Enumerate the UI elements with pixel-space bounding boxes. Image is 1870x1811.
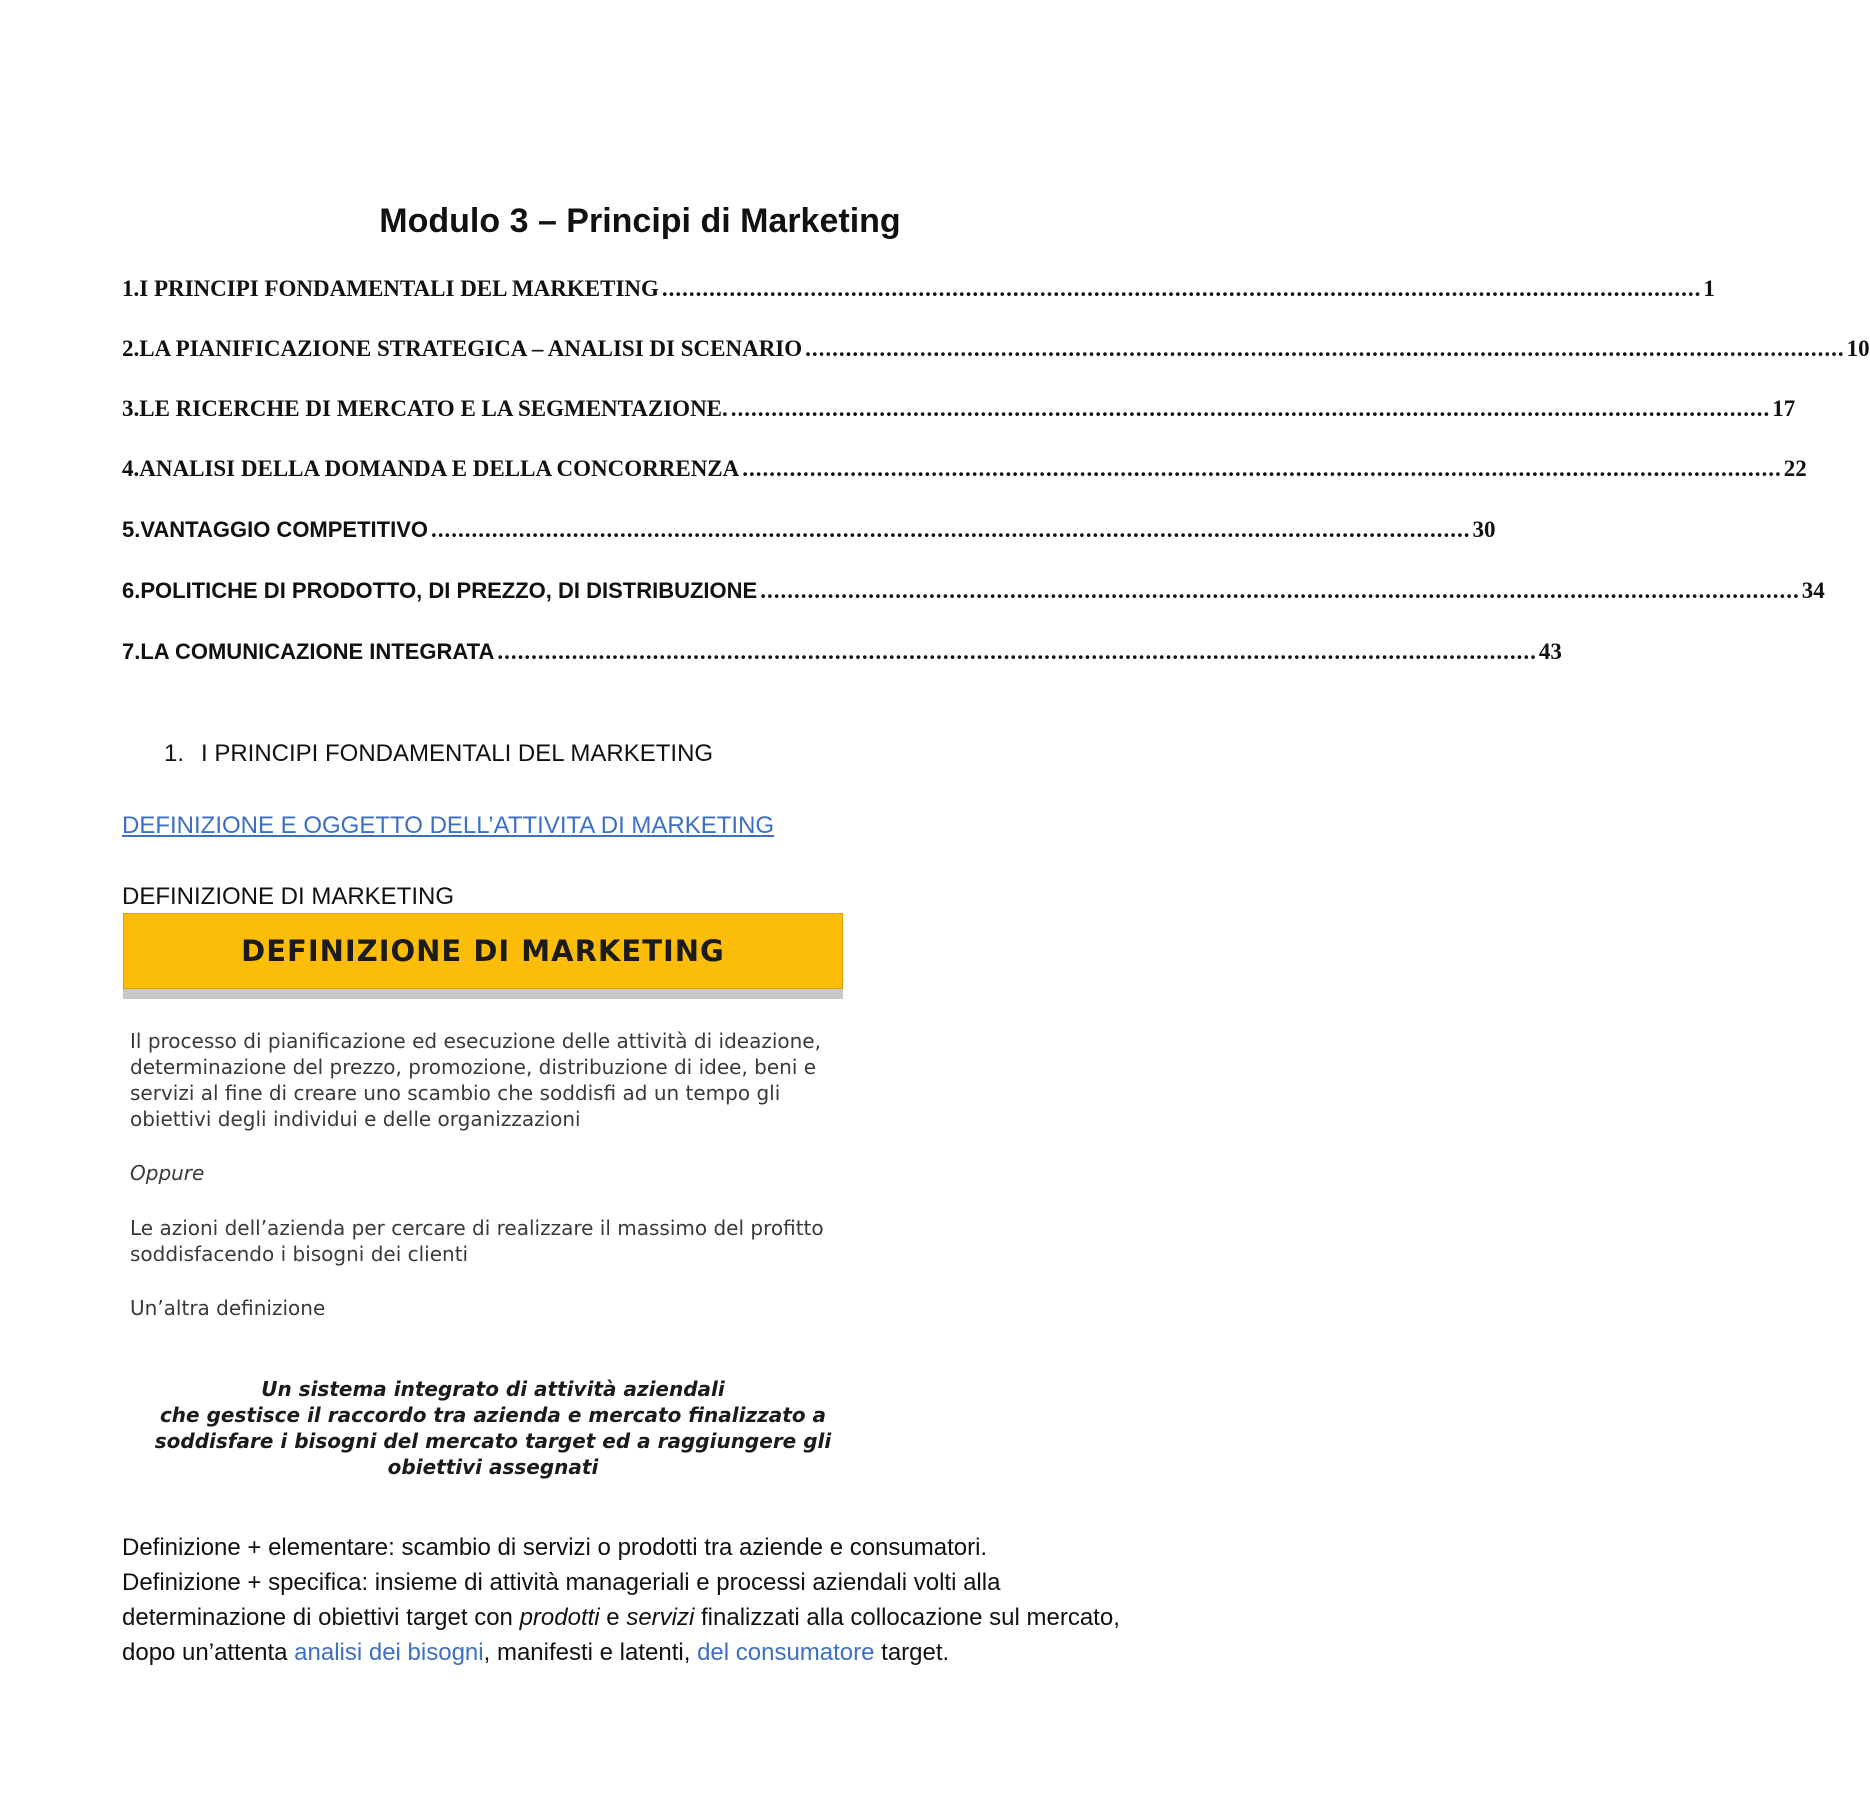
toc-label: VANTAGGIO COMPETITIVO	[140, 517, 428, 542]
toc-leader-dots: ..........................................................................................................................................................	[742, 456, 1782, 481]
toc-page-number: 22	[1783, 456, 1807, 481]
toc-entry[interactable]	[122, 456, 1807, 486]
toc-leader-dots: ..........................................................................................................................................................	[730, 396, 1771, 421]
figure-oppure: Oppure	[130, 1161, 205, 1185]
toc-number: 7.	[122, 639, 141, 664]
figure-definition-3	[123, 1376, 863, 1480]
toc-page-number: 10	[1846, 336, 1870, 361]
body-text-segment: finalizzati alla collocazione sul mercato, dopo un’attenta	[122, 1604, 1120, 1666]
toc-leader-dots: ..........................................................................................................................................................	[805, 336, 1845, 361]
toc-number: 4.	[122, 456, 140, 481]
section-number: 1.	[164, 740, 185, 767]
figure-altra-definizione: Un’altra definizione	[130, 1296, 326, 1320]
body-text-prodotti: prodotti	[519, 1604, 600, 1631]
body-text-segment: target.	[874, 1639, 950, 1666]
toc-label: LE RICERCHE DI MERCATO E LA SEGMENTAZIONE.	[139, 396, 728, 421]
toc-entry[interactable]	[122, 396, 1796, 426]
toc-entry[interactable]	[122, 517, 1496, 547]
toc-label: POLITICHE DI PRODOTTO, DI PREZZO, DI DISTRIBUZIONE	[140, 578, 758, 603]
toc-entry[interactable]	[122, 336, 1870, 366]
link-consumatore[interactable]: del consumatore	[697, 1639, 875, 1666]
toc-number: 1.	[122, 276, 140, 301]
toc-leader-dots: ..........................................................................................................................................................	[497, 639, 1537, 664]
body-text-segment: Definizione + specifica: insieme di attività manageriali e processi aziendali volti alla determinazione di obiettivi target con	[122, 1569, 1001, 1631]
figure-bold-line: soddisfare i bisogni del mercato target ed a raggiungere gli	[154, 1429, 832, 1453]
toc-entry[interactable]	[122, 276, 1715, 306]
body-line-specifica	[122, 1565, 1162, 1670]
toc-leader-dots: ..........................................................................................................................................................	[431, 517, 1471, 542]
toc-page-number: 17	[1772, 396, 1796, 421]
figure-bold-line: che gestisce il raccordo tra azienda e mercato finalizzato a	[159, 1403, 827, 1427]
body-line-elementare: Definizione + elementare: scambio di servizi o prodotti tra aziende e consumatori.	[122, 1534, 988, 1561]
toc-entry[interactable]	[122, 578, 1825, 608]
toc-number: 5.	[122, 517, 141, 542]
figure-banner	[123, 913, 843, 989]
body-paragraph	[122, 1530, 1162, 1670]
definition-link-heading[interactable]: DEFINIZIONE E OGGETTO DELL’ATTIVITA DI MARKETING	[122, 812, 775, 839]
toc-label: LA COMUNICAZIONE INTEGRATA	[140, 639, 495, 664]
toc-number: 2.	[122, 336, 140, 361]
definition-figure	[123, 913, 863, 1508]
page-title: Modulo 3 – Principi di Marketing	[379, 202, 901, 240]
section-title: I PRINCIPI FONDAMENTALI DEL MARKETING	[201, 740, 714, 767]
figure-bold-line: obiettivi assegnati	[387, 1455, 599, 1479]
toc-page-number: 43	[1538, 639, 1562, 664]
toc-page-number: 34	[1801, 578, 1825, 603]
toc-label: LA PIANIFICAZIONE STRATEGICA – ANALISI DI SCENARIO	[139, 336, 803, 361]
definition-subheading: DEFINIZIONE DI MARKETING	[122, 883, 455, 910]
toc-entry[interactable]	[122, 639, 1562, 669]
link-analisi-bisogni[interactable]: analisi dei bisogni	[294, 1639, 484, 1666]
figure-definition-2: Le azioni dell’azienda per cercare di realizzare il massimo del profitto soddisfacendo i bisogni dei clienti	[130, 1216, 824, 1266]
toc-number: 3.	[122, 396, 140, 421]
toc-leader-dots: ..........................................................................................................................................................	[760, 578, 1800, 603]
figure-bold-line: Un sistema integrato di attività aziendali	[261, 1377, 725, 1401]
section-heading	[164, 740, 713, 768]
toc-label: ANALISI DELLA DOMANDA E DELLA CONCORRENZA	[139, 456, 740, 481]
toc-leader-dots: ..........................................................................................................................................................	[661, 276, 1702, 301]
figure-definition-1: Il processo di pianificazione ed esecuzione delle attività di ideazione, determinazione del prezzo, promozione, distribuzione di idee, beni e servizi al fine di creare uno scambio che soddisfi ad un tempo gli obiettivi degli individui e delle organizzazioni	[130, 1029, 821, 1131]
toc-number: 6.	[122, 578, 141, 603]
body-text-servizi: servizi	[626, 1604, 695, 1631]
banner-title: DEFINIZIONE DI MARKETING	[241, 934, 725, 968]
body-text-segment: , manifesti e latenti,	[483, 1639, 698, 1666]
body-text-segment: e	[599, 1604, 627, 1631]
toc-page-number: 30	[1472, 517, 1496, 542]
toc-page-number: 1	[1703, 276, 1715, 301]
toc-label: I PRINCIPI FONDAMENTALI DEL MARKETING	[139, 276, 659, 301]
